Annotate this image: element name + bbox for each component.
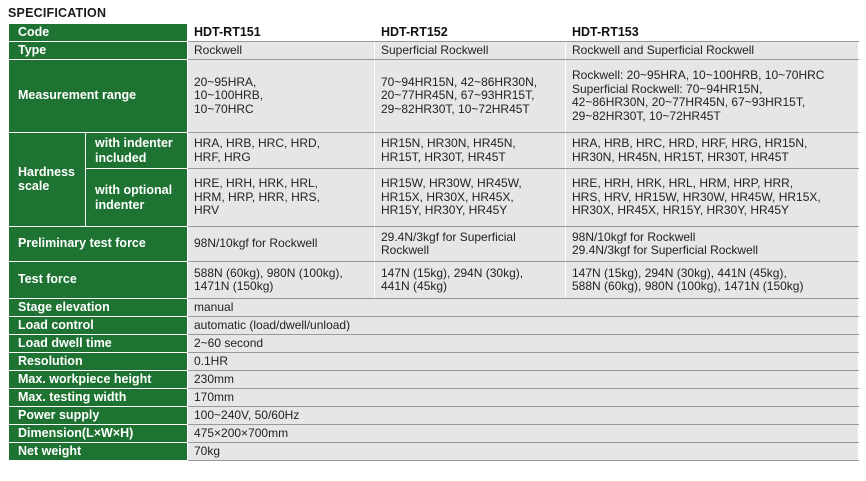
power-supply-value: 100~240V, 50/60Hz xyxy=(188,407,859,425)
hardness-value: HR15N, HR30N, HR45N, HR15T, HR30T, HR45T xyxy=(375,133,566,169)
type-value: Superficial Rockwell xyxy=(375,42,566,60)
common-row xyxy=(9,317,859,335)
common-row xyxy=(9,299,859,317)
preliminary-force-label: Preliminary test force xyxy=(9,227,188,262)
preliminary-force-row xyxy=(9,227,859,262)
common-row xyxy=(9,353,859,371)
test-force-row xyxy=(9,262,859,299)
hardness-value: HRA, HRB, HRC, HRD, HRF, HRG, HR15N, HR30N, HR45N, HR15T, HR30T, HR45T xyxy=(566,133,859,169)
stage-elevation-value: manual xyxy=(188,299,859,317)
hardness-indenter-included-row xyxy=(9,133,859,169)
dimension-value: 475×200×700mm xyxy=(188,425,859,443)
model-header: HDT-RT153 xyxy=(566,24,859,42)
specification-table xyxy=(8,23,859,461)
test-force-value: 147N (15kg), 294N (30kg), 441N (45kg), 588N (60kg), 980N (100kg), 1471N (150kg) xyxy=(566,262,859,299)
net-weight-label: Net weight xyxy=(9,443,188,461)
test-force-value: 147N (15kg), 294N (30kg), 441N (45kg) xyxy=(375,262,566,299)
common-row xyxy=(9,371,859,389)
measurement-range-row xyxy=(9,60,859,133)
type-row xyxy=(9,42,859,60)
page-title: SPECIFICATION xyxy=(8,6,107,20)
common-row xyxy=(9,443,859,461)
load-control-label: Load control xyxy=(9,317,188,335)
code-label: Code xyxy=(9,24,188,42)
dimension-label: Dimension(L×W×H) xyxy=(9,425,188,443)
load-control-value: automatic (load/dwell/unload) xyxy=(188,317,859,335)
type-value: Rockwell xyxy=(188,42,375,60)
common-row xyxy=(9,335,859,353)
preliminary-force-value: 98N/10kgf for Rockwell xyxy=(188,227,375,262)
common-row xyxy=(9,389,859,407)
hardness-value: HRA, HRB, HRC, HRD, HRF, HRG xyxy=(188,133,375,169)
model-header: HDT-RT152 xyxy=(375,24,566,42)
optional-indenter-label: with optional indenter xyxy=(86,169,188,227)
model-header: HDT-RT151 xyxy=(188,24,375,42)
hardness-value: HRE, HRH, HRK, HRL, HRM, HRP, HRR, HRS, HRV, HR15W, HR30W, HR45W, HR15X, HR30X, HR45X, HR15Y, HR30Y, HR45Y xyxy=(566,169,859,227)
load-dwell-time-label: Load dwell time xyxy=(9,335,188,353)
load-dwell-time-value: 2~60 second xyxy=(188,335,859,353)
preliminary-force-value: 98N/10kgf for Rockwell 29.4N/3kgf for Superficial Rockwell xyxy=(566,227,859,262)
max-workpiece-height-label: Max. workpiece height xyxy=(9,371,188,389)
hardness-optional-indenter-row xyxy=(9,169,859,227)
stage-elevation-label: Stage elevation xyxy=(9,299,188,317)
indenter-included-label: with indenter included xyxy=(86,133,188,169)
hardness-scale-label: Hardness scale xyxy=(9,133,86,227)
measurement-range-value: Rockwell: 20~95HRA, 10~100HRB, 10~70HRC Superficial Rockwell: 70~94HR15N, 42~86HR30N, 20~77HR45N, 67~93HR15T, 29~82HR30T, 10~72HR45T xyxy=(566,60,859,133)
hardness-value: HRE, HRH, HRK, HRL, HRM, HRP, HRR, HRS, HRV xyxy=(188,169,375,227)
common-row xyxy=(9,407,859,425)
measurement-range-value: 20~95HRA, 10~100HRB, 10~70HRC xyxy=(188,60,375,133)
hardness-value: HR15W, HR30W, HR45W, HR15X, HR30X, HR45X, HR15Y, HR30Y, HR45Y xyxy=(375,169,566,227)
resolution-label: Resolution xyxy=(9,353,188,371)
net-weight-value: 70kg xyxy=(188,443,859,461)
resolution-value: 0.1HR xyxy=(188,353,859,371)
preliminary-force-value: 29.4N/3kgf for Superficial Rockwell xyxy=(375,227,566,262)
max-testing-width-label: Max. testing width xyxy=(9,389,188,407)
measurement-range-label: Measurement range xyxy=(9,60,188,133)
max-testing-width-value: 170mm xyxy=(188,389,859,407)
test-force-label: Test force xyxy=(9,262,188,299)
test-force-value: 588N (60kg), 980N (100kg), 1471N (150kg) xyxy=(188,262,375,299)
header-row xyxy=(9,24,859,42)
power-supply-label: Power supply xyxy=(9,407,188,425)
max-workpiece-height-value: 230mm xyxy=(188,371,859,389)
type-value: Rockwell and Superficial Rockwell xyxy=(566,42,859,60)
measurement-range-value: 70~94HR15N, 42~86HR30N, 20~77HR45N, 67~93HR15T, 29~82HR30T, 10~72HR45T xyxy=(375,60,566,133)
type-label: Type xyxy=(9,42,188,60)
common-row xyxy=(9,425,859,443)
